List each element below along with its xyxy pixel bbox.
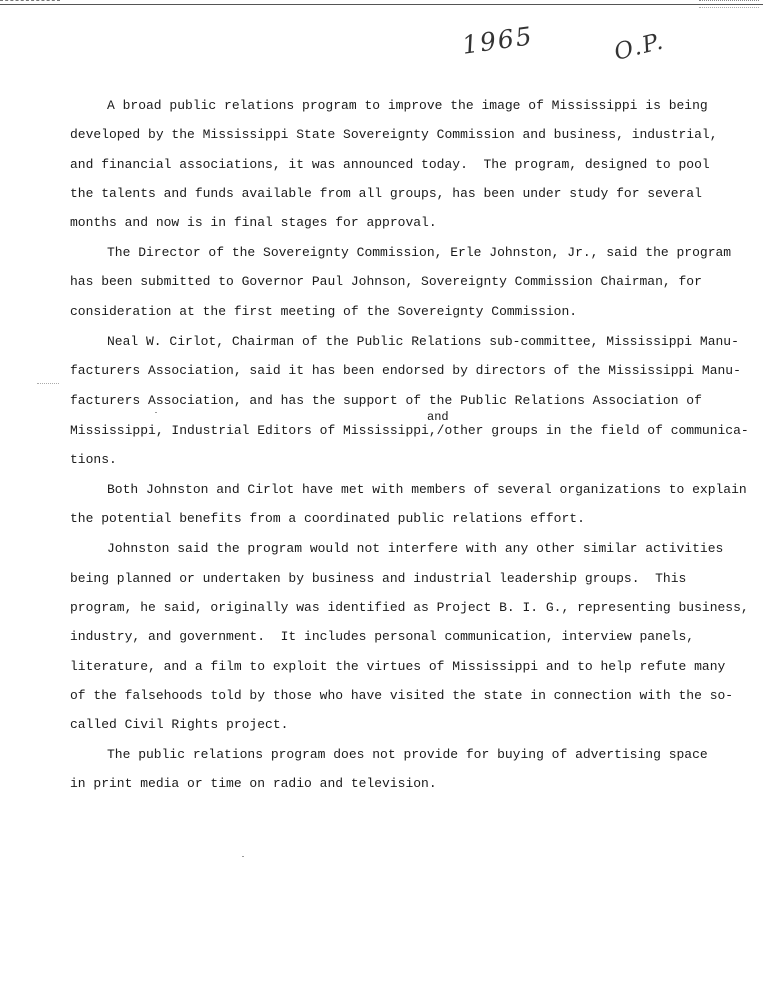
body-line: Both Johnston and Cirlot have met with members of several organizations to explain <box>107 482 747 497</box>
body-line: and financial associations, it was announced today. The program, designed to pool <box>70 157 710 172</box>
body-line: the potential benefits from a coordinated public relations effort. <box>70 511 585 526</box>
scan-top-dash <box>0 0 60 1</box>
body-line: being planned or undertaken by business and industrial leadership groups. This <box>70 571 687 586</box>
body-line: tions. <box>70 452 117 467</box>
body-line: has been submitted to Governor Paul Johnson, Sovereignty Commission Chairman, for <box>70 274 702 289</box>
body-line: Mississippi, Industrial Editors of Mississippi,/other groups in the field of communica- <box>70 423 749 438</box>
body-line: in print media or time on radio and television. <box>70 776 437 791</box>
body-line: the talents and funds available from all groups, has been under study for several <box>70 186 702 201</box>
body-line: The public relations program does not provide for buying of advertising space <box>107 747 708 762</box>
handwritten-year: 1965 <box>460 21 536 60</box>
body-line: The Director of the Sovereignty Commission, Erle Johnston, Jr., said the program <box>107 245 732 260</box>
margin-mark <box>37 383 59 384</box>
body-line: developed by the Mississippi State Sovereignty Commission and business, industrial, <box>70 127 718 142</box>
body-line: Johnston said the program would not interfere with any other similar activities <box>107 541 724 556</box>
body-line: A broad public relations program to improve the image of Mississippi is being <box>107 98 708 113</box>
body-line: program, he said, originally was identified as Project B. I. G., representing business, <box>70 600 749 615</box>
scan-speck <box>242 856 244 857</box>
scan-speck <box>155 412 157 413</box>
body-line: facturers Association, and has the support of the Public Relations Association of <box>70 393 702 408</box>
scan-edge-noise <box>699 0 759 8</box>
scan-top-rule <box>0 4 763 5</box>
body-line: called Civil Rights project. <box>70 717 289 732</box>
body-line: Neal W. Cirlot, Chairman of the Public Relations sub-committee, Mississippi Manu- <box>107 334 739 349</box>
body-line: literature, and a film to exploit the virtues of Mississippi and to help refute many <box>70 659 726 674</box>
handwritten-initials: O.P. <box>611 28 668 66</box>
interlinear-insert: and <box>427 410 449 424</box>
body-line: industry, and government. It includes personal communication, interview panels, <box>70 629 695 644</box>
body-line: of the falsehoods told by those who have visited the state in connection with the so- <box>70 688 734 703</box>
body-line: consideration at the first meeting of the Sovereignty Commission. <box>70 304 578 319</box>
body-line: facturers Association, said it has been endorsed by directors of the Mississippi Manu- <box>70 363 741 378</box>
body-line: months and now is in final stages for approval. <box>70 215 437 230</box>
